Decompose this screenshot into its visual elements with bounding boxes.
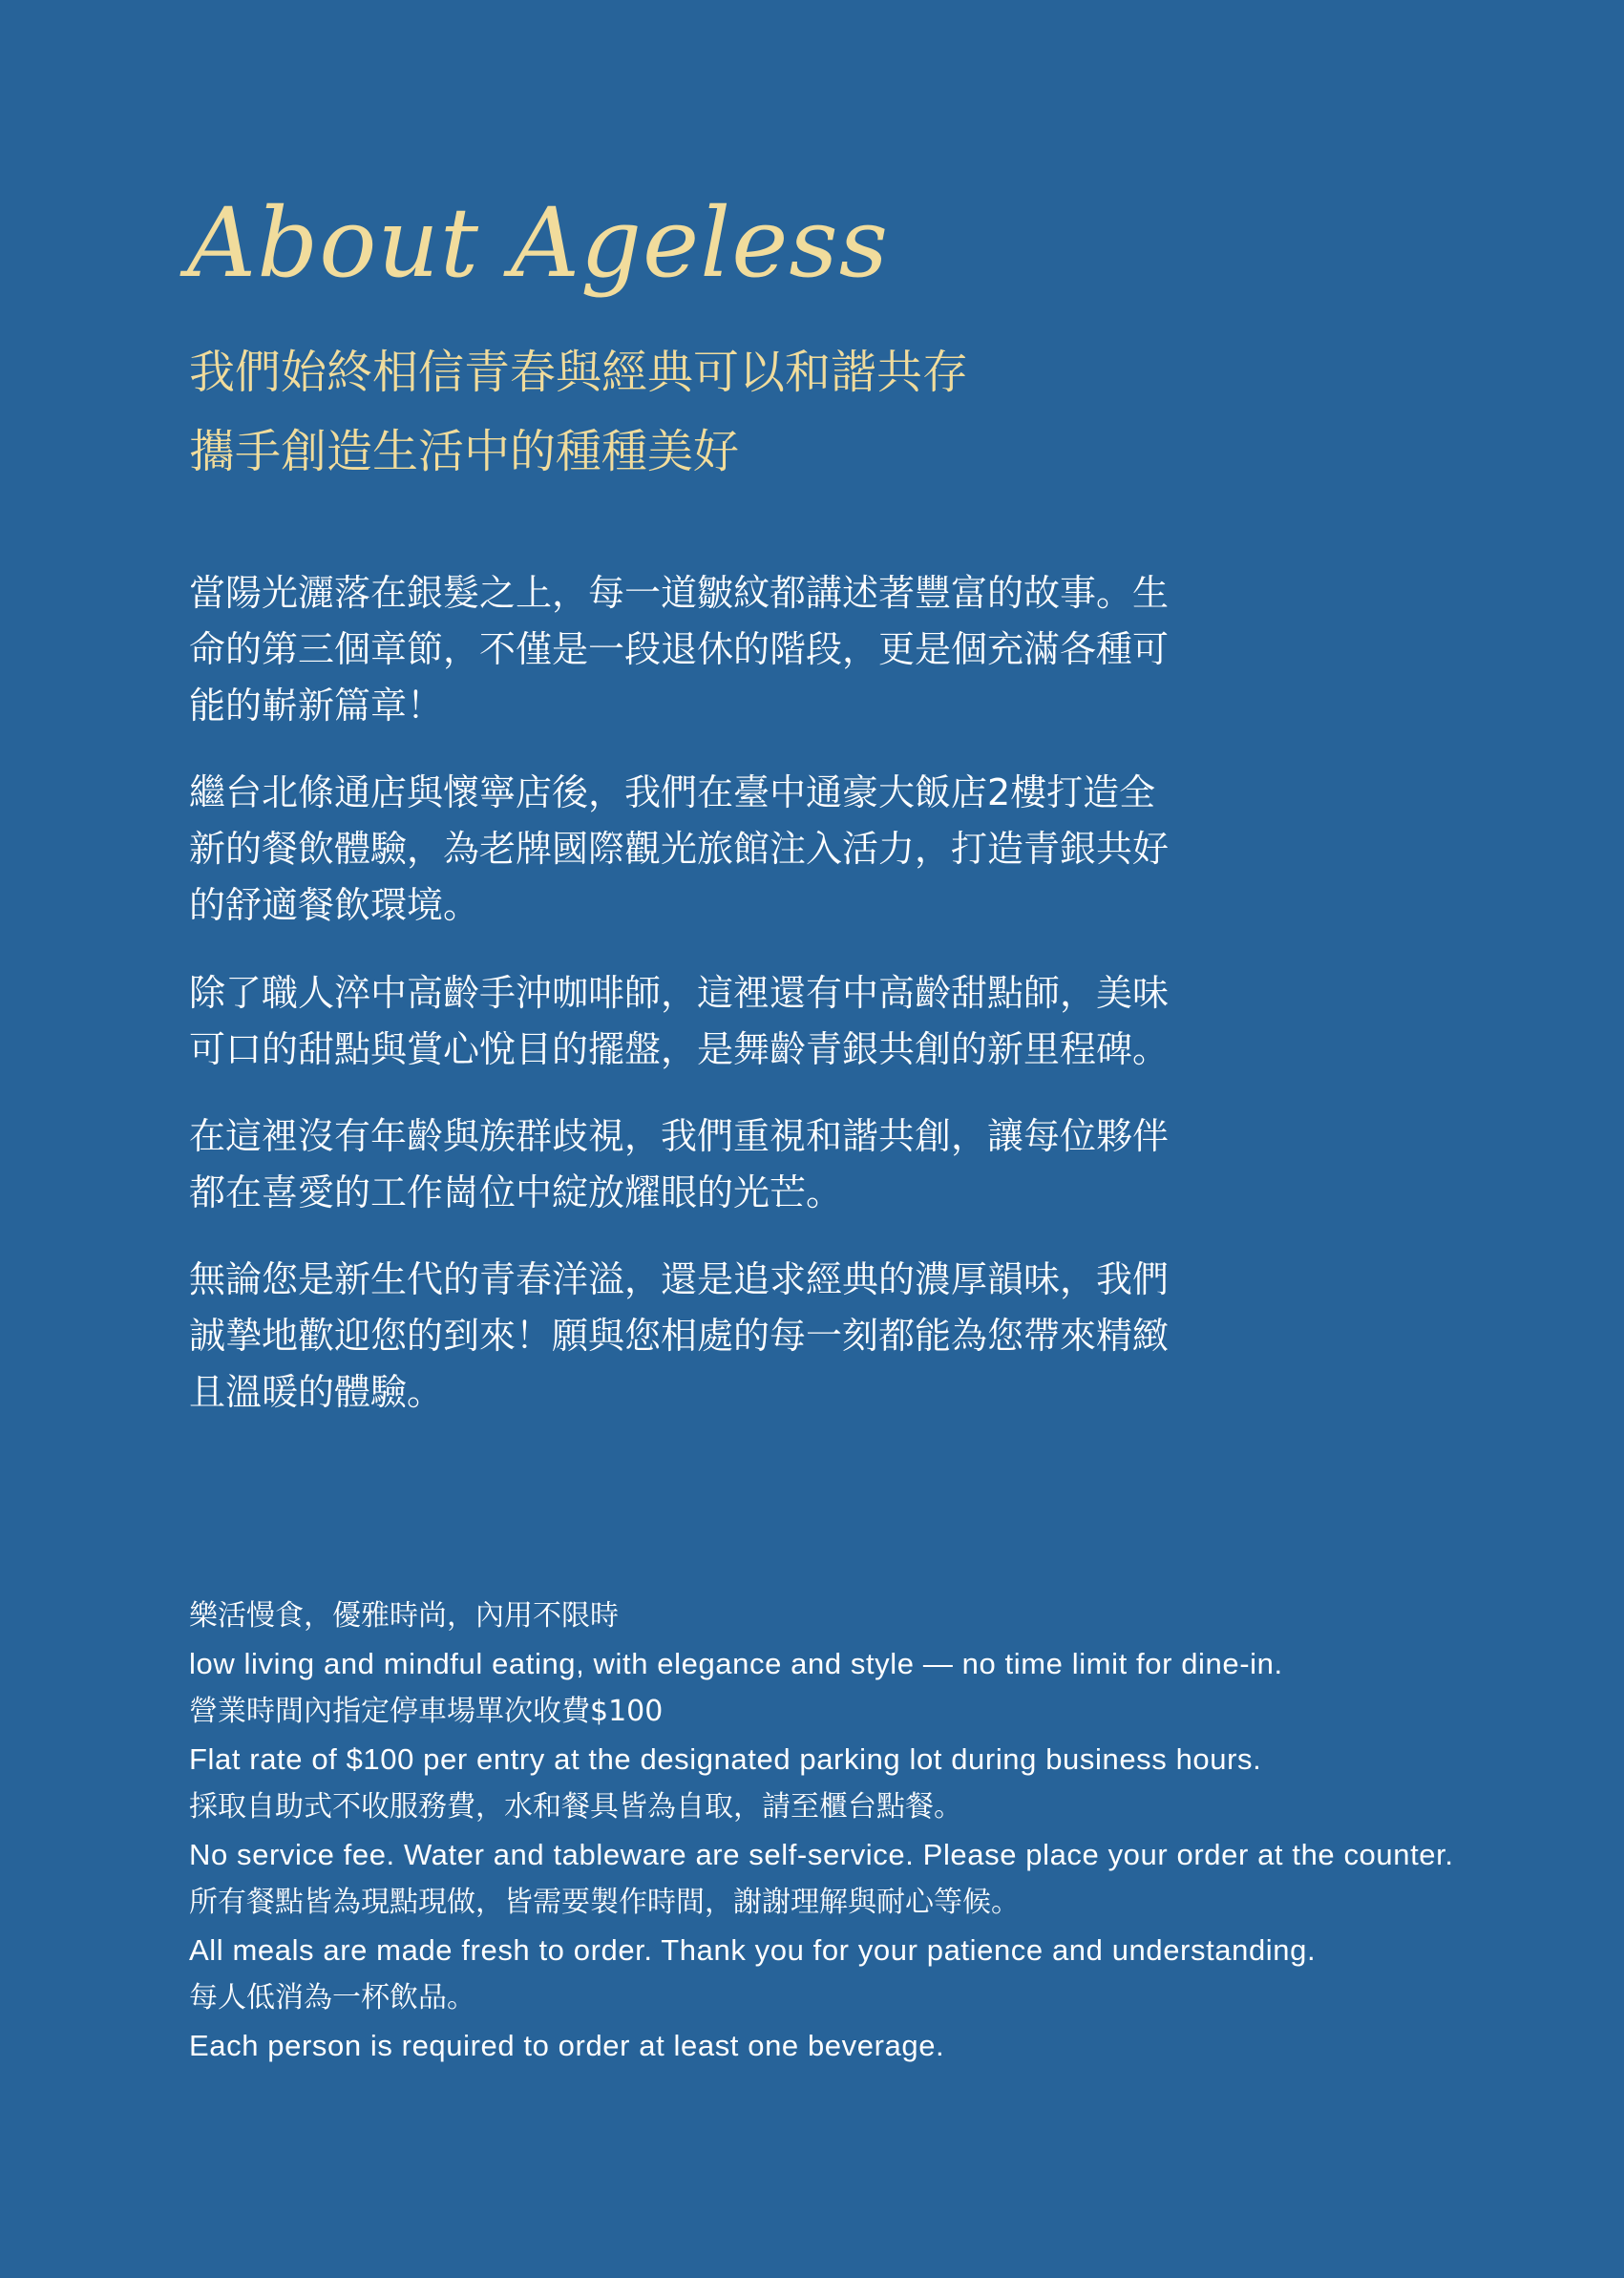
paragraph-line: 命的第三個章節，不僅是一段退休的階段，更是個充滿各種可 xyxy=(189,628,1170,670)
paragraph-line: 無論您是新生代的青春洋溢，還是追求經典的濃厚韻味，我們 xyxy=(189,1258,1170,1300)
intro-paragraph-3 xyxy=(189,965,1297,1078)
paragraph-line: 能的嶄新篇章！ xyxy=(189,685,444,727)
paragraph-line: 除了職人淬中高齡手沖咖啡師，這裡還有中高齡甜點師，美味 xyxy=(189,972,1170,1014)
paragraph-line: 繼台北條通店與懷寧店後，我們在臺中通豪大飯店2樓打造全 xyxy=(189,771,1156,813)
subtitle-line-2: 攜手創造生活中的種種美好 xyxy=(189,425,740,478)
note-en: Flat rate of $100 per entry at the designated parking lot during business hours. xyxy=(189,1742,1262,1776)
note-zh: 樂活慢食，優雅時尚，內用不限時 xyxy=(189,1599,619,1633)
note-zh: 每人低消為一杯飲品。 xyxy=(189,1981,475,2014)
paragraph-line: 且溫暖的體驗。 xyxy=(189,1371,444,1413)
note-en: All meals are made fresh to order. Thank you for your patience and understanding. xyxy=(189,1933,1317,1967)
note-zh: 所有餐點皆為現點現做，皆需要製作時間，謝謝理解與耐心等候。 xyxy=(189,1886,1020,1919)
intro-paragraph-5 xyxy=(189,1252,1297,1421)
paragraph-line: 當陽光灑落在銀髮之上，每一道皺紋都講述著豐富的故事。生 xyxy=(189,572,1170,614)
intro-paragraph-4 xyxy=(189,1108,1297,1221)
paragraph-line: 可口的甜點與賞心悅目的擺盤，是舞齡青銀共創的新里程碑。 xyxy=(189,1028,1170,1070)
paragraph-line: 在這裡沒有年齡與族群歧視，我們重視和諧共創，讓每位夥伴 xyxy=(189,1115,1170,1157)
note-en: Each person is required to order at least one beverage. xyxy=(189,2029,945,2062)
intro-paragraph-1 xyxy=(189,565,1297,734)
house-rules xyxy=(189,1592,1507,2070)
paragraph-line: 誠摯地歡迎您的到來！願與您相處的每一刻都能為您帶來精緻 xyxy=(189,1315,1170,1357)
note-en: low living and mindful eating, with elegance and style — no time limit for dine-in. xyxy=(189,1647,1283,1680)
paragraph-line: 新的餐飲體驗，為老牌國際觀光旅館注入活力，打造青銀共好 xyxy=(189,828,1170,870)
paragraph-line: 的舒適餐飲環境。 xyxy=(189,884,480,926)
note-en: No service fee. Water and tableware are self-service. Please place your order at the counter. xyxy=(189,1838,1454,1871)
page-title: About Ageless xyxy=(187,187,890,299)
subtitle-line-1: 我們始終相信青春與經典可以和諧共存 xyxy=(189,346,969,399)
intro-paragraph-2 xyxy=(189,765,1297,934)
note-zh: 採取自助式不收服務費，水和餐具皆為自取，請至櫃台點餐。 xyxy=(189,1790,962,1824)
note-zh: 營業時間內指定停車場單次收費$100 xyxy=(189,1695,664,1728)
paragraph-line: 都在喜愛的工作崗位中綻放耀眼的光芒。 xyxy=(189,1171,843,1213)
